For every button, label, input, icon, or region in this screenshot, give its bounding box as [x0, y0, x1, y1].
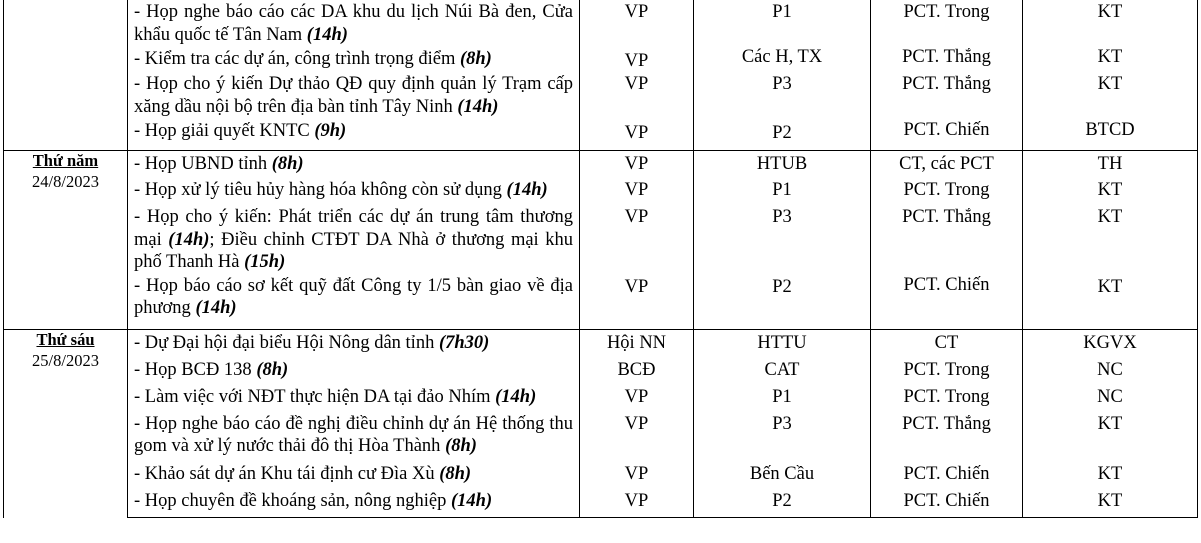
prep-cell [1023, 488, 1198, 518]
table-row [4, 204, 1198, 274]
prep-value: NC [1097, 386, 1123, 407]
task-text: - Khảo sát dự án Khu tái định cư Đìa Xù [134, 463, 435, 484]
chair-value: PCT. Thắng [902, 47, 991, 67]
place-cell [694, 177, 871, 204]
place-value: HTTU [757, 333, 807, 353]
task-text: - Làm việc với NĐT thực hiện DA tại đảo Nhím [134, 386, 491, 407]
chair-cell [871, 177, 1023, 204]
host-cell [580, 73, 694, 119]
chair-cell [871, 411, 1023, 461]
host-value: Hội NN [606, 333, 667, 353]
place-cell [694, 46, 871, 73]
table-row [4, 384, 1198, 411]
host-value: VP [624, 74, 649, 94]
prep-cell [1023, 357, 1198, 384]
chair-cell [871, 46, 1023, 73]
prep-value: BTCD [1085, 120, 1135, 140]
chair-cell [871, 150, 1023, 177]
task-text: - Họp cho ý kiến: Phát triển các dự án trung tâm thương mại [134, 207, 573, 250]
prep-value: KT [1097, 180, 1123, 200]
task-time: (14h) [451, 490, 493, 511]
host-cell [580, 330, 694, 357]
chair-value: PCT. Trong [903, 386, 990, 407]
table-row [4, 330, 1198, 357]
task-time: (14h) [457, 96, 499, 117]
host-value: VP [624, 490, 649, 511]
host-value: VP [624, 276, 649, 297]
chair-value: PCT. Thắng [902, 207, 991, 227]
day-name: Thứ sáu [36, 330, 95, 349]
chair-value: PCT. Chiến [903, 120, 990, 140]
place-cell [694, 274, 871, 330]
place-value: CAT [764, 359, 800, 380]
prep-cell [1023, 411, 1198, 461]
prep-cell [1023, 119, 1198, 150]
host-value: VP [624, 180, 649, 200]
host-cell [580, 119, 694, 150]
day-name: Thứ năm [32, 150, 99, 170]
place-value: P2 [772, 123, 792, 143]
prep-value: KT [1097, 413, 1123, 434]
chair-cell [871, 461, 1023, 488]
chair-value: PCT. Trong [903, 2, 990, 22]
table-row [4, 150, 1198, 177]
task-text: - Họp xử lý tiêu hủy hàng hóa không còn sử dụng [134, 180, 502, 200]
chair-cell [871, 204, 1023, 274]
prep-value: TH [1097, 153, 1123, 174]
chair-value: PCT. Chiến [903, 490, 990, 511]
chair-cell [871, 0, 1023, 46]
place-value: P1 [772, 180, 792, 200]
place-value: Bến Cầu [749, 463, 815, 484]
place-cell [694, 330, 871, 357]
table-row [4, 274, 1198, 330]
place-value: P3 [772, 207, 792, 227]
chair-value: PCT. Chiến [903, 274, 990, 295]
task-time: (7h30) [438, 333, 490, 353]
prep-value: KT [1097, 2, 1123, 22]
place-cell [694, 411, 871, 461]
place-cell [694, 461, 871, 488]
task-cell [128, 204, 580, 274]
task-cell [128, 461, 580, 488]
prep-value: NC [1097, 359, 1123, 380]
chair-value: PCT. Thắng [902, 413, 991, 434]
host-value: VP [624, 463, 649, 484]
table-row [4, 0, 1198, 46]
task-time: (14h) [495, 386, 537, 407]
host-value: BCĐ [617, 359, 656, 380]
host-cell [580, 488, 694, 518]
task-text: - Họp BCĐ 138 [134, 359, 252, 380]
host-value: VP [624, 153, 649, 174]
task-text: - Họp nghe báo cáo đề nghị điều chỉnh dự án Hệ thống thu gom và xử lý nước thải đô thị Hòa Thành [134, 413, 573, 456]
prep-cell [1023, 274, 1198, 330]
place-value: Các H, TX [741, 47, 823, 67]
task-cell [128, 177, 580, 204]
host-cell [580, 204, 694, 274]
place-cell [694, 488, 871, 518]
host-cell [580, 384, 694, 411]
place-cell [694, 119, 871, 150]
chair-cell [871, 274, 1023, 330]
place-cell [694, 384, 871, 411]
task-cell [128, 488, 580, 518]
prep-value: KT [1097, 276, 1123, 297]
host-value: VP [624, 123, 649, 143]
task-time: (8h) [459, 49, 492, 69]
chair-cell [871, 357, 1023, 384]
place-value: P3 [772, 74, 792, 94]
prep-value: KT [1097, 463, 1123, 484]
place-cell [694, 357, 871, 384]
table-row [4, 73, 1198, 119]
task-text: - Họp UBND tỉnh [134, 153, 268, 174]
table-row [4, 357, 1198, 384]
chair-value: PCT. Trong [903, 180, 990, 200]
host-cell [580, 411, 694, 461]
task-cell [128, 46, 580, 73]
host-value: VP [624, 51, 649, 71]
task-text: - Kiểm tra các dự án, công trình trọng điểm [134, 49, 456, 69]
host-cell [580, 461, 694, 488]
prep-cell [1023, 73, 1198, 119]
place-cell [694, 204, 871, 274]
prep-cell [1023, 384, 1198, 411]
chair-value: PCT. Trong [903, 359, 990, 380]
place-value: P1 [772, 2, 792, 22]
task-time: (8h) [445, 436, 477, 456]
task-cell [128, 411, 580, 461]
task-time: (8h) [439, 463, 472, 484]
table-row [4, 488, 1198, 518]
table-row [4, 46, 1198, 73]
chair-cell [871, 488, 1023, 518]
table-row [4, 119, 1198, 150]
task-time-b: (15h) [244, 252, 286, 272]
task-time: (14h) [506, 180, 548, 200]
place-value: P2 [772, 276, 792, 297]
task-cell [128, 73, 580, 119]
host-cell [580, 177, 694, 204]
chair-cell [871, 73, 1023, 119]
host-cell [580, 150, 694, 177]
table-row [4, 461, 1198, 488]
place-value: P2 [772, 490, 792, 511]
task-time: (14h) [168, 229, 210, 250]
host-cell [580, 46, 694, 73]
day-cell [4, 150, 128, 330]
task-time: (8h) [271, 153, 304, 174]
host-value: VP [624, 413, 649, 434]
host-cell [580, 0, 694, 46]
day-cell [4, 330, 128, 518]
prep-cell [1023, 330, 1198, 357]
prep-value: KT [1097, 207, 1123, 227]
place-cell [694, 150, 871, 177]
prep-cell [1023, 204, 1198, 274]
place-cell [694, 0, 871, 46]
task-text: - Họp chuyên đề khoáng sản, nông nghiệp [134, 490, 447, 511]
task-text: - Dự Đại hội đại biểu Hội Nông dân tỉnh [134, 333, 435, 353]
table-row [4, 177, 1198, 204]
chair-value: CT [934, 333, 959, 353]
prep-value: KT [1097, 47, 1123, 67]
chair-cell [871, 330, 1023, 357]
task-text: - Họp cho ý kiến Dự thảo QĐ quy định quản lý Trạm cấp xăng dầu nội bộ trên địa bàn tỉnh Tây Ninh [134, 74, 573, 117]
chair-cell [871, 384, 1023, 411]
chair-cell [871, 119, 1023, 150]
task-text: - Họp nghe báo cáo các DA khu du lịch Núi Bà đen, Cửa khẩu quốc tế Tân Nam [134, 2, 573, 45]
chair-value: PCT. Thắng [902, 74, 991, 94]
table-row [4, 411, 1198, 461]
prep-cell [1023, 461, 1198, 488]
place-value: P1 [772, 386, 792, 407]
task-cell [128, 274, 580, 330]
prep-cell [1023, 177, 1198, 204]
day-date: 24/8/2023 [32, 171, 99, 191]
host-cell [580, 357, 694, 384]
task-cell [128, 119, 580, 150]
task-cell [128, 384, 580, 411]
task-time: (9h) [314, 121, 347, 141]
chair-value: PCT. Chiến [903, 463, 990, 484]
host-value: VP [624, 386, 649, 407]
task-text: - Họp báo cáo sơ kết quỹ đất Công ty 1/5 bàn giao về địa phương [134, 275, 573, 318]
task-time: (14h) [195, 298, 237, 318]
place-cell [694, 73, 871, 119]
chair-value: CT, các PCT [899, 153, 994, 174]
place-value: HTUB [756, 153, 808, 174]
host-cell [580, 274, 694, 330]
prep-value: KT [1097, 490, 1123, 511]
day-date: 25/8/2023 [32, 351, 99, 370]
task-text-b: ; Điều chỉnh CTĐT DA Nhà ở thương mại khu phố Thanh Hà [134, 229, 573, 272]
schedule-table [3, 0, 1198, 518]
prep-cell [1023, 150, 1198, 177]
day-cell [4, 0, 128, 150]
task-cell [128, 0, 580, 46]
task-text: - Họp giải quyết KNTC [134, 121, 310, 141]
task-time: (8h) [256, 359, 289, 380]
host-value: VP [624, 2, 649, 22]
task-time: (14h) [306, 24, 348, 45]
host-value: VP [624, 207, 649, 227]
place-value: P3 [772, 413, 792, 434]
prep-value: KT [1097, 74, 1123, 94]
prep-value: KGVX [1083, 333, 1137, 353]
task-cell [128, 357, 580, 384]
prep-cell [1023, 0, 1198, 46]
task-cell [128, 330, 580, 357]
prep-cell [1023, 46, 1198, 73]
task-cell [128, 150, 580, 177]
